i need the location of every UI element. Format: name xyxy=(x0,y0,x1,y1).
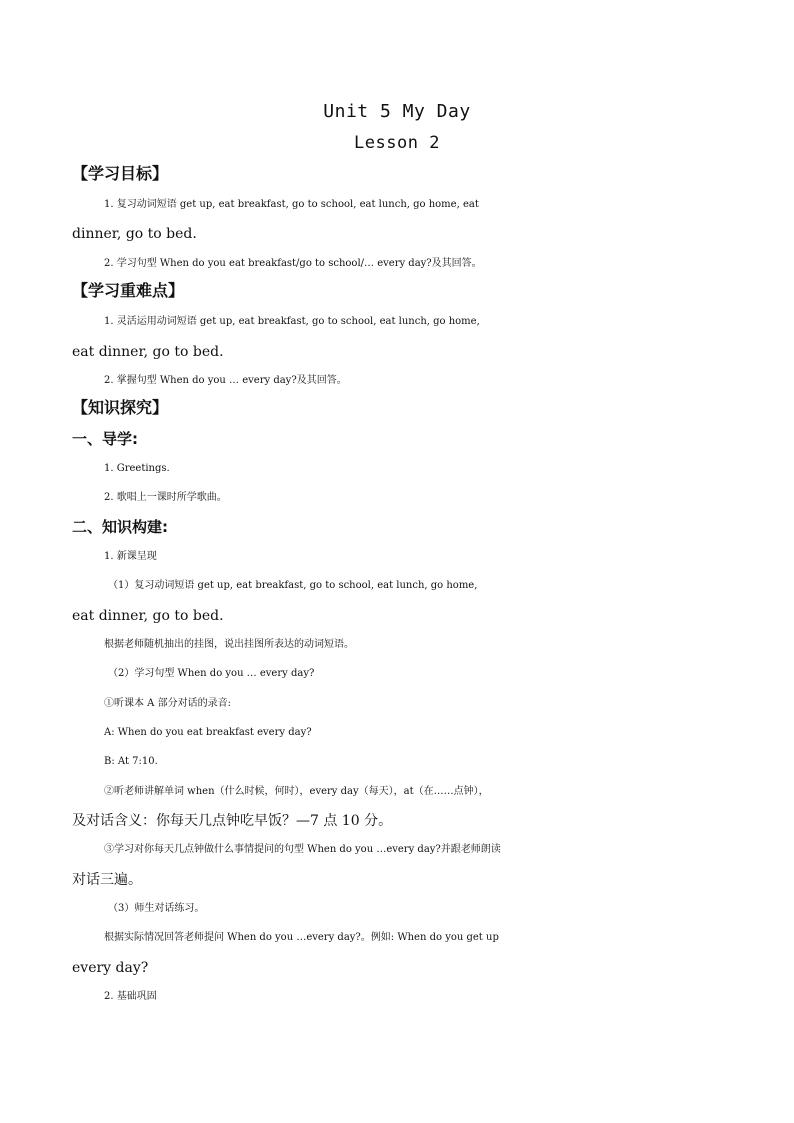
text-line: A: When do you eat breakfast every day? xyxy=(104,727,312,738)
heading-key-points: 【学习重难点】 xyxy=(72,281,185,300)
text-line: every day? xyxy=(72,960,149,976)
text-line: 1. 新课呈现 xyxy=(104,551,157,562)
heading-objectives: 【学习目标】 xyxy=(72,164,169,183)
heading-exploration: 【知识探究】 xyxy=(72,398,169,417)
text-line: 1. 灵活运用动词短语 get up, eat breakfast, go to school, eat lunch, go home, xyxy=(104,316,480,327)
text-line: 2. 学习句型 When do you eat breakfast/go to school/… every day?及其回答。 xyxy=(104,258,482,269)
text-line: eat dinner, go to bed. xyxy=(72,344,224,360)
text-line: （1）复习动词短语 get up, eat breakfast, go to school, eat lunch, go home, xyxy=(108,580,478,591)
text-line: 根据老师随机抽出的挂图，说出挂图所表达的动词短语。 xyxy=(104,639,354,650)
text-line: 2. 歌唱上一课时所学歌曲。 xyxy=(104,492,227,503)
document-title: Unit 5 My Day xyxy=(323,101,471,122)
text-line: 及对话含义：你每天几点钟吃早饭？—7 点 10 分。 xyxy=(72,813,393,829)
text-line: 1. Greetings. xyxy=(104,463,170,474)
document-subtitle: Lesson 2 xyxy=(354,133,440,153)
text-line: ③学习对你每天几点钟做什么事情提问的句型 When do you …every day?并跟老师朗读 xyxy=(104,844,501,855)
text-line: eat dinner, go to bed. xyxy=(72,608,224,624)
text-line: 对话三遍。 xyxy=(72,872,142,888)
text-line: 2. 基础巩固 xyxy=(104,991,157,1002)
text-line: B: At 7:10. xyxy=(104,756,158,767)
text-line: 根据实际情况回答老师提问 When do you …every day?。例如: When do you get up xyxy=(104,932,499,943)
section-construction: 二、知识构建: xyxy=(72,518,168,536)
text-line: （2）学习句型 When do you … every day? xyxy=(108,668,315,679)
text-line: dinner, go to bed. xyxy=(72,226,197,242)
text-line: 1. 复习动词短语 get up, eat breakfast, go to school, eat lunch, go home, eat xyxy=(104,199,479,210)
text-line: 2. 掌握句型 When do you … every day?及其回答。 xyxy=(104,375,347,386)
section-guide: 一、导学: xyxy=(72,430,138,448)
text-line: （3）师生对话练习。 xyxy=(108,903,205,914)
text-line: ②听老师讲解单词 when（什么时候，何时），every day（每天），at（在……点钟）， xyxy=(104,786,489,797)
text-line: ①听课本 A 部分对话的录音: xyxy=(104,698,231,709)
